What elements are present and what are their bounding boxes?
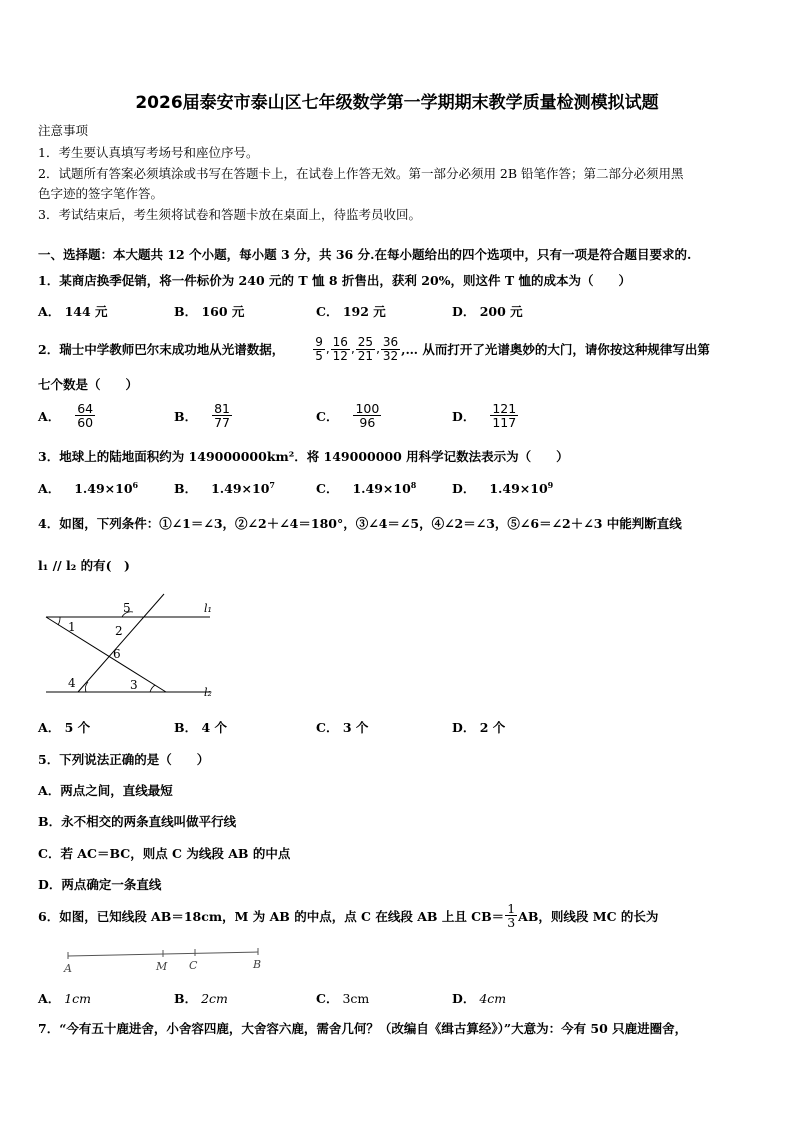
seq-fraction: $\frac{9}{5}$ bbox=[315, 335, 323, 363]
point-b-label: B bbox=[253, 958, 262, 971]
line-label-l1: l₁ bbox=[204, 602, 212, 615]
q2-stem-cont: 七个数是（ ） bbox=[38, 377, 139, 392]
q4-stem: 4．如图，下列条件：①∠1＝∠3，②∠2＋∠4＝180°，③∠4＝∠5，④∠2＝∠3，⑤∠6＝∠2＋∠3 中能判断直线 bbox=[38, 516, 682, 531]
option-text: 160 元 bbox=[201, 304, 245, 319]
q6-figure bbox=[58, 946, 278, 976]
q6-stem-text: 6．如图，已知线段 AB＝18cm，M 为 AB 的中点，点 C 在线段 AB 上且 CB＝ bbox=[38, 908, 505, 924]
q1-option-b[interactable] bbox=[174, 302, 244, 320]
q5-stem: 5．下列说法正确的是（ ） bbox=[38, 752, 210, 767]
q6-stem-tail: AB，则线段 MC 的长为 bbox=[518, 908, 659, 924]
line-label-l2: l₂ bbox=[204, 686, 212, 699]
q3-option-a[interactable]: A． $1.49\times 10^6$ bbox=[38, 479, 139, 496]
notice-item-1: 1．考生要认真填写考场号和座位序号。 bbox=[38, 145, 259, 160]
section-heading: 一、选择题：本大题共 12 个小题，每小题 3 分，共 36 分.在每小题给出的四个选项中，只有一项是符合题目要求的. bbox=[38, 247, 692, 262]
q7-stem: 7．“今有五十鹿进舍，小舍容四鹿，大舍容六鹿，需舍几何？（改编自《缉古算经》）”大意为：今有 50 只鹿进圈舍， bbox=[38, 1021, 688, 1036]
option-label: C． bbox=[316, 304, 339, 319]
q3-option-b[interactable]: B． $1.49\times 10^7$ bbox=[174, 479, 275, 496]
option-label: B． bbox=[174, 304, 198, 319]
option-text: 192 元 bbox=[342, 304, 386, 319]
q3-option-c[interactable]: C． $1.49\times 10^8$ bbox=[316, 479, 417, 496]
q3-stem: 3．地球上的陆地面积约为 149000000km²．将 149000000 用科学记数法表示为（ ） bbox=[38, 449, 569, 464]
q6-option-d[interactable]: D． 4cm bbox=[452, 991, 507, 1006]
q2-stem-tail: ,… 从而打开了光谱奥妙的大门，请你按这种规律写出第 bbox=[401, 342, 710, 358]
q1-option-d[interactable] bbox=[452, 302, 523, 320]
q4-stem-cont: l₁ // l₂ 的有( ) bbox=[38, 558, 130, 573]
seq-fraction: $\frac{25}{21}$ bbox=[357, 335, 374, 363]
q6-option-b[interactable]: B． 2cm bbox=[174, 991, 228, 1006]
q1-option-a[interactable] bbox=[38, 302, 108, 320]
q2-option-a[interactable]: A． $\frac{64}{60}$ bbox=[38, 401, 94, 431]
q5-option-b[interactable]: B．永不相交的两条直线叫做平行线 bbox=[38, 814, 237, 829]
q2-stem bbox=[38, 336, 710, 362]
option-text: 144 元 bbox=[64, 304, 108, 319]
q4-option-c[interactable]: C． 3 个 bbox=[316, 720, 369, 735]
q2-option-d[interactable]: D． $\frac{121}{117}$ bbox=[452, 401, 517, 431]
option-label: A． bbox=[38, 304, 61, 319]
q4-option-d[interactable]: D． 2 个 bbox=[452, 720, 506, 735]
q4-figure bbox=[38, 592, 228, 702]
option-text: 200 元 bbox=[479, 304, 523, 319]
q2-stem-text: 2．瑞士中学教师巴尔末成功地从光谱数据， bbox=[38, 342, 285, 358]
notice-item-2-cont: 色字迹的签字笔作答。 bbox=[38, 186, 164, 201]
angle-label-6: 6 bbox=[113, 647, 121, 661]
notice-item-2: 2．试题所有答案必须填涂或书写在答题卡上，在试卷上作答无效。第一部分必须用 2B 铅笔作答；第二部分必须用黑 bbox=[38, 166, 684, 181]
q6-fraction: $\frac{1}{3}$ bbox=[507, 901, 516, 931]
page-title: 2026届泰安市泰山区七年级数学第一学期期末教学质量检测模拟试题 bbox=[135, 93, 659, 113]
seq-fraction: $\frac{36}{32}$ bbox=[382, 335, 399, 363]
q2-option-c[interactable]: C． $\frac{100}{96}$ bbox=[316, 401, 380, 431]
notice-item-3: 3．考试结束后，考生须将试卷和答题卡放在桌面上，待监考员收回。 bbox=[38, 207, 421, 222]
q1-option-c[interactable] bbox=[316, 302, 386, 320]
angle-label-1: 1 bbox=[68, 620, 76, 634]
q5-option-a[interactable]: A．两点之间，直线最短 bbox=[38, 783, 173, 798]
option-label: D． bbox=[452, 304, 476, 319]
point-c-label: C bbox=[189, 959, 198, 972]
transversal-1 bbox=[46, 617, 166, 692]
angle-label-3: 3 bbox=[130, 678, 138, 692]
q1-stem: 1．某商店换季促销，将一件标价为 240 元的 T 恤 8 折售出，获利 20%，则这件 T 恤的成本为（ ） bbox=[38, 273, 632, 288]
angle-label-4: 4 bbox=[68, 676, 76, 690]
q4-option-a[interactable]: A． 5 个 bbox=[38, 720, 91, 735]
q6-option-a[interactable]: A． 1cm bbox=[38, 991, 91, 1006]
q6-stem bbox=[38, 902, 658, 929]
notice-heading: 注意事项 bbox=[38, 123, 89, 138]
q6-option-c[interactable]: C． 3cm bbox=[316, 991, 370, 1006]
q5-option-c[interactable]: C．若 AC＝BC，则点 C 为线段 AB 的中点 bbox=[38, 846, 291, 861]
point-a-label: A bbox=[64, 962, 72, 975]
q2-sequence: $\frac{9}{5}$ , $\frac{16}{12}$ , $\frac{25}{21}$ , $\frac{36}{32}$ bbox=[315, 335, 399, 363]
q3-option-d[interactable]: D． $1.49\times 10^9$ bbox=[452, 479, 554, 496]
seq-fraction: $\frac{16}{12}$ bbox=[332, 335, 348, 363]
transversal-2 bbox=[78, 594, 164, 692]
angle-label-2: 2 bbox=[115, 624, 123, 638]
q5-option-d[interactable]: D．两点确定一条直线 bbox=[38, 877, 162, 892]
point-m-label: M bbox=[156, 960, 168, 973]
q2-option-b[interactable]: B． $\frac{81}{77}$ bbox=[174, 401, 230, 431]
q4-option-b[interactable]: B． 4 个 bbox=[174, 720, 227, 735]
angle-label-5: 5 bbox=[123, 601, 131, 615]
